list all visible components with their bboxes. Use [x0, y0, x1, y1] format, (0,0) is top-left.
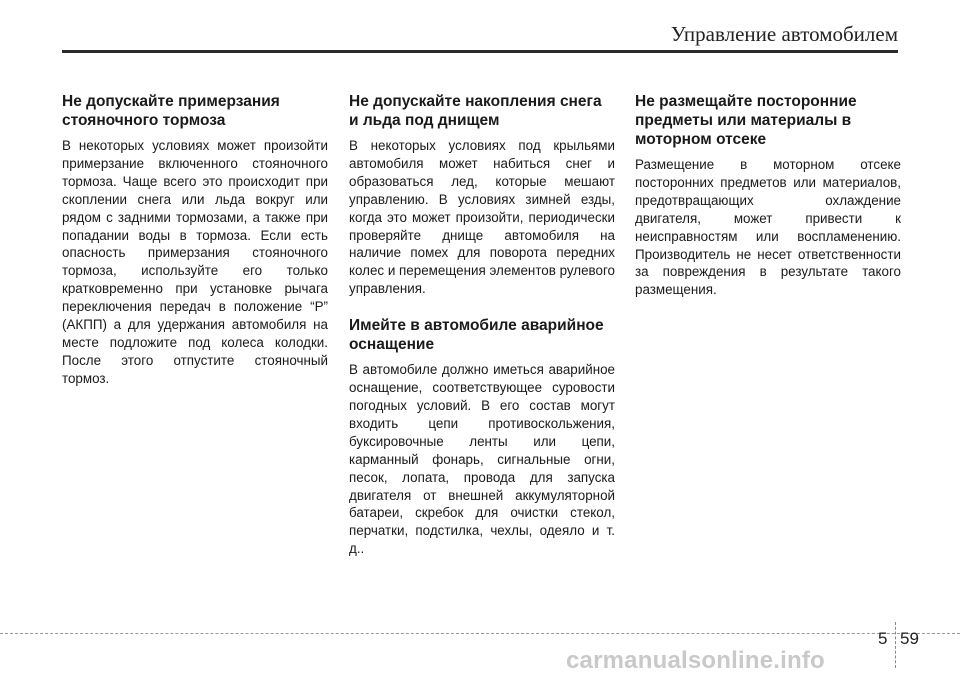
- footer-divider: [0, 633, 960, 634]
- section-heading-underbody-snow: Не допускайте накопления снега и льда под днищем: [349, 93, 602, 129]
- chapter-number: 5: [878, 629, 888, 648]
- column-3: [635, 92, 901, 299]
- section-body-parking-brake: В некоторых условиях может произойти примерзание включенного стояночного тормоза. Чаще всего это происходит при скоплении снега или льда вокруг или рядом с задними тормозами, а также при попадании воды в тормоза. Если есть опасность примерзания стояночного тормоза, используйте его только кратковременно при установке рычага переключения передач в положение “P” (АКПП) а для удержания автомобиля на месте подложите под колеса колодки. После этого отпустите стояночный тормоз.: [62, 138, 328, 386]
- section-heading-emergency-kit: Имейте в автомобиле аварийное оснащение: [349, 317, 604, 354]
- section-body-engine-bay: Размещение в моторном отсеке посторонних предметов или материалов, предотвращающих охлаждение двигателя, может привести к неисправностям или воспламенению. Производитель не несет ответственности за повреждения в результате такого размещения.: [635, 157, 901, 298]
- watermark: carmanualsonline.info: [566, 647, 825, 674]
- section-heading-parking-brake: Не допускайте примерзания стояночного тормоза: [62, 93, 280, 129]
- section-body-underbody-snow: В некоторых условиях под крыльями автомобиля может набиться снег и образоваться лед, которые мешают управлению. В условиях зимней езды, когда это может произойти, периодически проверяйте днище автомобиля на наличие помех для поворота передних колес и перемещения элементов рулевого управления.: [349, 138, 615, 297]
- page-number: 59: [900, 629, 919, 648]
- header-divider: [62, 50, 898, 53]
- section-heading-engine-bay: Не размещайте посторонние предметы или материалы в моторном отсеке: [635, 93, 857, 148]
- section-title: Управление автомобилем: [670, 22, 898, 46]
- section-body-emergency-kit: В автомобиле должно иметься аварийное оснащение, соответствующее суровости погодных условий. В его состав могут входить цепи противоскольжения, буксировочные ленты или цепи, карманный фонарь, сигнальные огни, песок, лопата, провода для запуска двигателя от внешней аккумуляторной батареи, скребок для очистки стекол, перчатки, подстилка, чехлы, одеяло и т. д..: [349, 362, 615, 557]
- page-number-separator: [895, 622, 896, 668]
- column-1: [62, 92, 328, 388]
- column-2: [349, 92, 615, 558]
